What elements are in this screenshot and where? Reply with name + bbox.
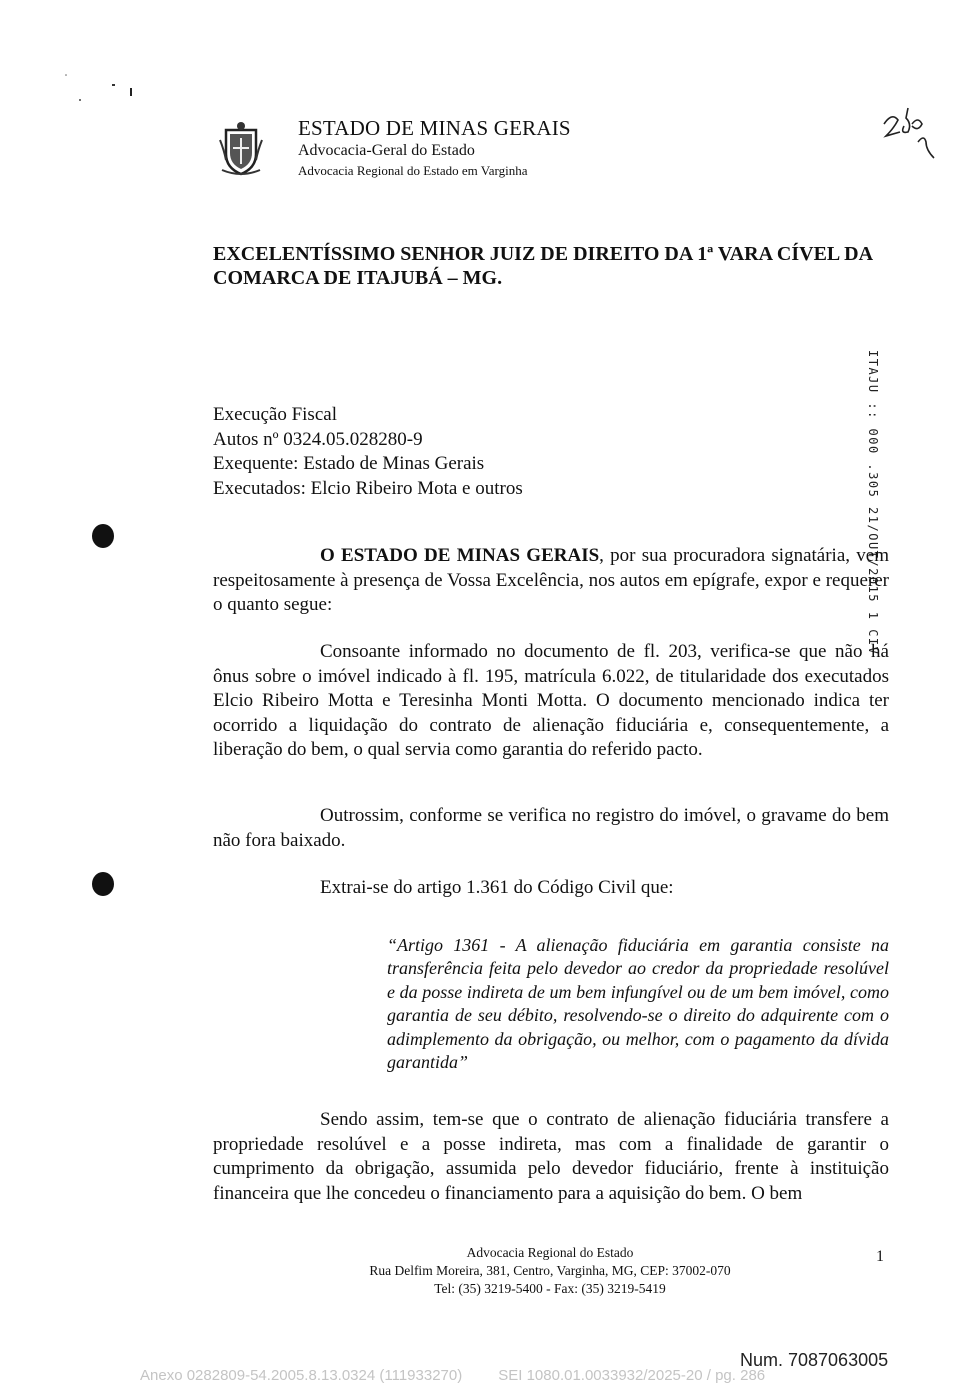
law-intro-text: Extrai-se do artigo 1.361 do Código Civil que: — [320, 877, 674, 898]
paragraph-conclusion — [213, 1108, 889, 1206]
header-office: Advocacia Regional do Estado em Varginha — [298, 163, 528, 178]
paragraph-intro — [213, 544, 889, 618]
footer-address: Rua Delfim Moreira, 381, Centro, Varginha, MG, CEP: 37002-070 — [369, 1263, 731, 1278]
protocol-stamp: ITAJU :: 000 .305 21/OUT/2015 1 CIV — [866, 350, 880, 656]
page-footer — [330, 1244, 770, 1298]
case-type: Execução Fiscal — [213, 404, 337, 425]
coat-of-arms-icon — [218, 120, 264, 176]
intro-party: O ESTADO DE MINAS GERAIS — [320, 545, 600, 566]
header-agency: Advocacia-Geral do Estado — [298, 142, 475, 159]
case-info — [213, 403, 523, 501]
watermark-sei: SEI 1080.01.0033932/2025-20 / pg. 286 — [498, 1367, 766, 1384]
addressee: EXCELENTÍSSIMO SENHOR JUIZ DE DIREITO DA 1ª VARA CÍVEL DA COMARCA DE ITAJUBÁ – MG. — [213, 243, 872, 289]
legal-quote: “Artigo 1361 - A alienação fiduciária em garantia consiste na transferência feita pelo devedor ao credor da propriedade resolúvel e da posse indireta de um bem infungível ou de um bem imóvel, como garantia de seu débito, resolvendo-se o direito do adquirente com o adimplemento da obrigação, ou melhor, com o pagamento da dívida garantida” — [387, 935, 889, 1073]
case-plaintiff: Exequente: Estado de Minas Gerais — [213, 453, 485, 474]
case-number: Autos nº 0324.05.028280-9 — [213, 428, 423, 450]
facts-text: Consoante informado no documento de fl. 203, verifica-se que não há ônus sobre o imóvel indicado à fl. 195, matrícula 6.022, de titularidade dos executados Elcio Ribeiro Motta e Teresinha Monti Motta. O documento mencionado indica ter ocorrido a liquidação do contrato de alienação fiduciária e, consequentemente, a liberação do bem, o qual servia como garantia do referido pacto. — [213, 641, 889, 760]
lien-text: Outrossim, conforme se verifica no registro do imóvel, o gravame do bem não fora baixado. — [213, 805, 889, 851]
paragraph-law-intro — [213, 876, 889, 901]
document-number: Num. 7087063005 — [740, 1350, 889, 1370]
intro-text: , por sua procuradora signatária, vem respeitosamente à presença de Vossa Excelência, nos autos em epígrafe, expor e requerer o quanto segue: — [213, 545, 889, 615]
footer-office: Advocacia Regional do Estado — [466, 1245, 634, 1260]
header-state: ESTADO DE MINAS GERAIS — [298, 116, 571, 140]
watermark — [140, 1367, 801, 1384]
case-defendants: Executados: Elcio Ribeiro Mota e outros — [213, 477, 523, 499]
footer-phone: Tel: (35) 3219-5400 - Fax: (35) 3219-5419 — [434, 1281, 666, 1296]
paragraph-lien — [213, 804, 889, 853]
watermark-annex: Anexo 0282809-54.2005.8.13.0324 (111933270) — [140, 1367, 463, 1384]
page-number: 1 — [876, 1248, 884, 1265]
handwritten-signature — [878, 102, 938, 162]
punch-hole — [92, 524, 114, 548]
conclusion-text: Sendo assim, tem-se que o contrato de alienação fiduciária transfere a propriedade resolúvel e a posse indireta, mas com a finalidade de garantir o cumprimento da obrigação, assumida pelo devedor fiduciário, frente à instituição financeira que lhe concedeu o financiamento para a aquisição do bem. O bem — [213, 1109, 889, 1204]
paragraph-facts — [213, 640, 889, 763]
scan-specks — [60, 70, 140, 110]
punch-hole — [92, 872, 114, 896]
